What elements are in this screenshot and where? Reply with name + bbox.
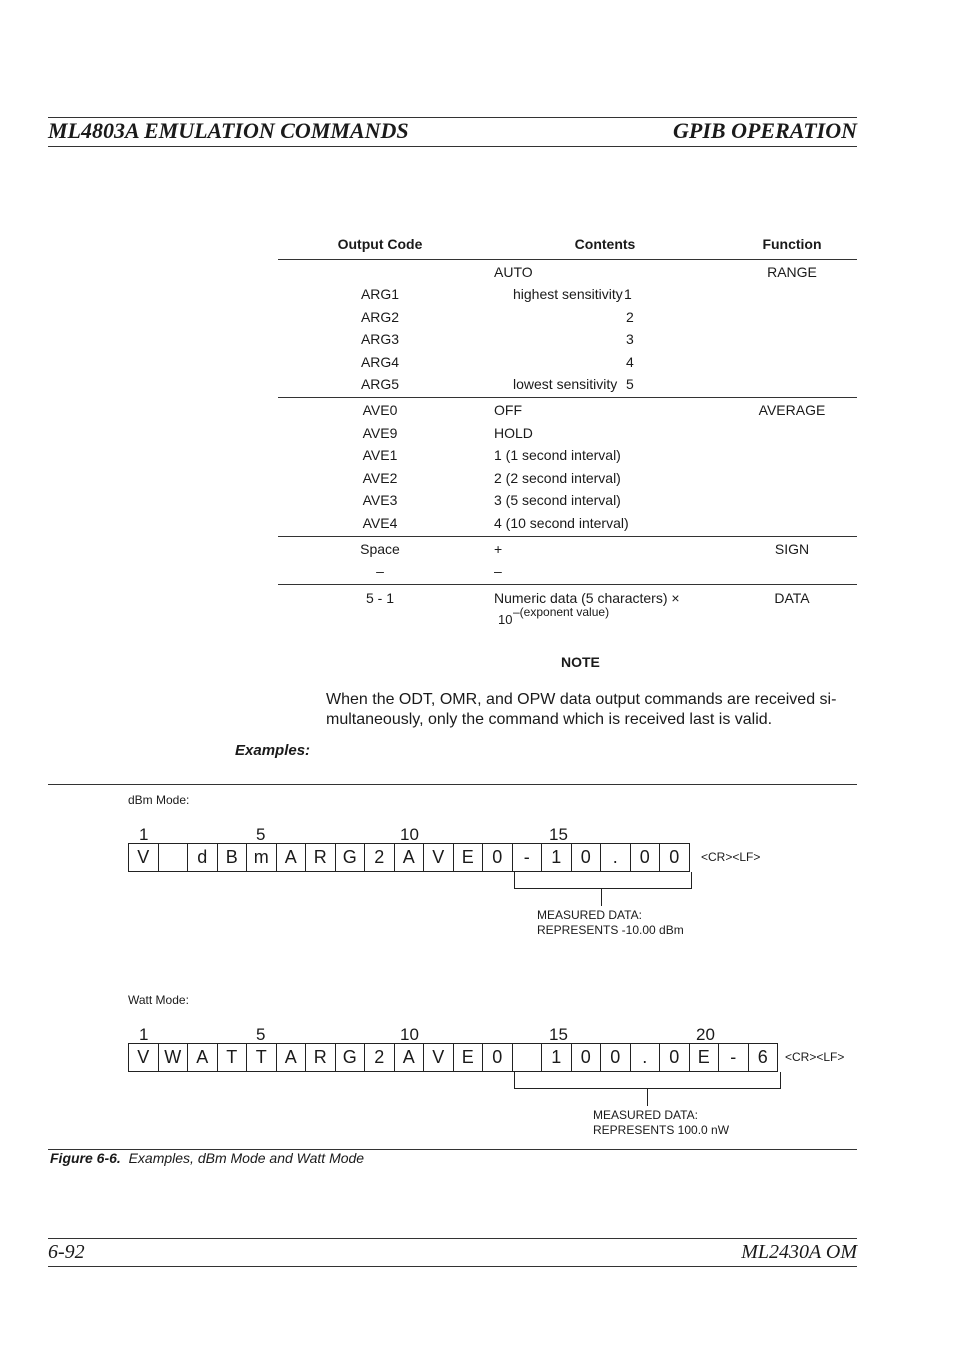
char-cell <box>513 1044 543 1071</box>
char-cell: 0 <box>660 844 690 871</box>
group-rule <box>278 536 857 537</box>
average-hold: HOLD <box>494 425 533 441</box>
dbm-measured-label: MEASURED DATA: <box>537 908 642 922</box>
char-cell: W <box>159 1044 189 1071</box>
range-lowest-label: lowest sensitivity <box>513 376 618 392</box>
char-cell: d <box>188 844 218 871</box>
range-value-5: 5 <box>626 376 634 392</box>
function-data: DATA <box>774 590 810 606</box>
char-cell: R <box>306 1044 336 1071</box>
header-bottom-rule <box>48 146 857 147</box>
char-cell: . <box>631 1044 661 1071</box>
range-highest-label: highest sensitivity <box>513 286 623 302</box>
char-cell: m <box>247 844 277 871</box>
char-cell: 0 <box>631 844 661 871</box>
char-cell: . <box>601 844 631 871</box>
code-ave3: AVE3 <box>362 492 398 508</box>
col-header-contents: Contents <box>574 236 636 252</box>
average-2: 2 (2 second interval) <box>494 470 621 486</box>
code-arg3: ARG3 <box>360 331 400 347</box>
code-ave1: AVE1 <box>362 447 398 463</box>
char-cell: A <box>277 844 307 871</box>
char-cell: T <box>247 1044 277 1071</box>
function-range: RANGE <box>767 264 817 280</box>
char-cell: - <box>719 1044 749 1071</box>
sign-plus: + <box>494 541 503 557</box>
char-cell: G <box>336 844 366 871</box>
char-cell: 1 <box>542 1044 572 1071</box>
char-cell <box>159 844 189 871</box>
code-arg5: ARG5 <box>360 376 400 392</box>
dbm-position-1: 1 <box>139 825 149 844</box>
watt-terminator: <CR><LF> <box>785 1050 845 1064</box>
char-cell: V <box>129 844 159 871</box>
data-exponent: –(exponent value) <box>513 605 610 619</box>
dbm-mode-label: dBm Mode: <box>128 793 190 807</box>
manual-name: ML2430A OM <box>741 1241 857 1263</box>
char-cell: A <box>277 1044 307 1071</box>
dbm-position-10: 10 <box>400 825 419 844</box>
char-cell: A <box>188 1044 218 1071</box>
average-3: 3 (5 second interval) <box>494 492 621 508</box>
watt-data-bracket <box>514 1072 781 1089</box>
footer-top-rule <box>48 1238 857 1239</box>
dbm-position-15: 15 <box>549 825 568 844</box>
char-cell: 0 <box>572 844 602 871</box>
table-header-rule <box>278 259 857 260</box>
watt-mode-label: Watt Mode: <box>128 993 189 1007</box>
char-cell: 0 <box>660 1044 690 1071</box>
col-header-function: Function <box>762 236 822 252</box>
average-1: 1 (1 second interval) <box>494 447 621 463</box>
char-cell: A <box>395 1044 425 1071</box>
code-ave4: AVE4 <box>362 515 398 531</box>
code-ave2: AVE2 <box>362 470 398 486</box>
range-value-4: 4 <box>626 354 634 370</box>
range-value-3: 3 <box>626 331 634 347</box>
chapter-title: GPIB OPERATION <box>673 118 857 143</box>
data-contents: Numeric data (5 characters) × <box>494 590 680 606</box>
data-base: 10 <box>498 612 513 627</box>
dbm-character-string <box>128 843 690 872</box>
watt-bracket-stem <box>647 1089 648 1106</box>
char-cell: 1 <box>542 844 572 871</box>
char-cell: 2 <box>365 1044 395 1071</box>
code-minus: – <box>376 563 384 579</box>
dbm-terminator: <CR><LF> <box>701 850 761 864</box>
sign-minus: – <box>494 563 502 579</box>
watt-position-15: 15 <box>549 1025 568 1044</box>
figure-top-rule <box>48 784 857 785</box>
char-cell: T <box>218 1044 248 1071</box>
code-arg2: ARG2 <box>360 309 400 325</box>
note-title: NOTE <box>561 654 600 670</box>
watt-measured-value: REPRESENTS 100.0 nW <box>593 1123 730 1137</box>
code-data: 5 - 1 <box>365 590 394 606</box>
figure-caption <box>50 1150 364 1166</box>
char-cell: B <box>218 844 248 871</box>
function-sign: SIGN <box>774 541 810 557</box>
group-rule <box>278 584 857 585</box>
code-ave0: AVE0 <box>362 402 398 418</box>
figure-number: Figure 6-6. <box>50 1150 121 1166</box>
char-cell: V <box>424 844 454 871</box>
watt-position-1: 1 <box>139 1025 149 1044</box>
watt-character-string <box>128 1043 778 1072</box>
dbm-measured-value: REPRESENTS -10.00 dBm <box>537 923 684 937</box>
note-body: When the ODT, OMR, and OPW data output commands are received simultaneously, only the command which is received last is valid. <box>326 691 837 728</box>
dbm-position-5: 5 <box>256 825 266 844</box>
char-cell: E <box>454 844 484 871</box>
char-cell: A <box>395 844 425 871</box>
char-cell: G <box>336 1044 366 1071</box>
average-off: OFF <box>494 402 522 418</box>
char-cell: 6 <box>749 1044 779 1071</box>
footer-bottom-rule <box>48 1266 857 1267</box>
page-number: 6-92 <box>48 1241 85 1263</box>
char-cell: 0 <box>601 1044 631 1071</box>
range-auto: AUTO <box>494 264 533 280</box>
average-4: 4 (10 second interval) <box>494 515 629 531</box>
code-space: Space <box>360 541 400 557</box>
code-ave9: AVE9 <box>362 425 398 441</box>
col-header-output-code: Output Code <box>337 236 423 252</box>
section-title: ML4803A EMULATION COMMANDS <box>48 118 409 143</box>
char-cell: E <box>690 1044 720 1071</box>
char-cell: 0 <box>483 1044 513 1071</box>
char-cell: E <box>454 1044 484 1071</box>
function-average: AVERAGE <box>758 402 826 418</box>
char-cell: - <box>513 844 543 871</box>
figure-caption-text: Examples, dBm Mode and Watt Mode <box>128 1150 365 1166</box>
char-cell: 0 <box>483 844 513 871</box>
watt-position-5: 5 <box>256 1025 266 1044</box>
code-arg1: ARG1 <box>360 286 400 302</box>
range-value-1: 1 <box>624 286 632 302</box>
examples-label: Examples: <box>235 742 311 759</box>
dbm-data-bracket <box>514 872 692 889</box>
dbm-bracket-stem <box>601 889 602 906</box>
range-value-2: 2 <box>626 309 634 325</box>
char-cell: V <box>129 1044 159 1071</box>
char-cell: R <box>306 844 336 871</box>
watt-measured-label: MEASURED DATA: <box>593 1108 698 1122</box>
group-rule <box>278 397 857 398</box>
code-arg4: ARG4 <box>360 354 400 370</box>
watt-position-10: 10 <box>400 1025 419 1044</box>
char-cell: 0 <box>572 1044 602 1071</box>
watt-position-20: 20 <box>696 1025 715 1044</box>
char-cell: 2 <box>365 844 395 871</box>
char-cell: V <box>424 1044 454 1071</box>
